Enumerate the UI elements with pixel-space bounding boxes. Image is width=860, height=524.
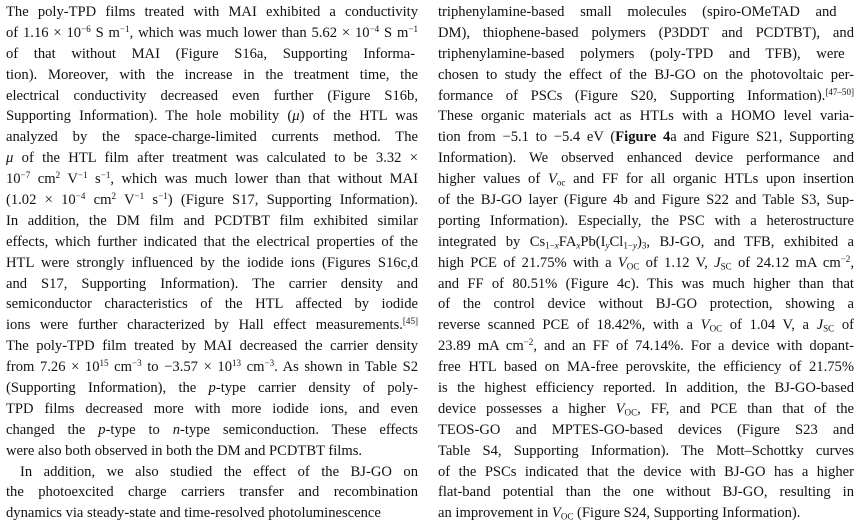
text-line: of the PSCs indicated that the device with BJ-GO has a higher (438, 463, 854, 480)
text-line: HTL were strongly influenced by the iodide ions (Figures S16c,d (6, 254, 418, 271)
text-line: effects, which further indicated that the electrical properties of the (6, 233, 418, 250)
text-line: were also both observed in both the DM and PCDTBT films. (6, 442, 363, 459)
text-line: (Supporting Information), the p-type carrier density of poly- (6, 380, 418, 397)
text-line: tion from −5.1 to −5.4 eV (Figure 4a and Figure S21, Supporting (438, 129, 854, 146)
left-text-column (6, 2, 418, 522)
text-line: chosen to study the effect of the BJ-GO on the photovoltaic per- (438, 66, 854, 83)
text-line: higher values of $V_{oc}$ and FF for all organic HTLs upon insertion (438, 171, 854, 188)
text-line: is the highest efficiency reported. In addition, the BJ-GO-based (438, 380, 854, 397)
text-line: dynamics via steady-state and time-resolved photoluminescence (6, 505, 381, 522)
text-line: integrated by $Cs_{1-x}FA_xPb(I_yCl_{1-y})_3$, BJ-GO, and TFB, exhibited a (438, 233, 854, 251)
text-line: Table S4, Supporting Information). The Mott–Schottky curves (438, 442, 854, 459)
text-line: Supporting Information). The hole mobility (μ) of the HTL was (6, 108, 418, 125)
text-line: Information). We observed enhanced device performance and (438, 150, 854, 167)
text-line: of that without MAI (Figure S16a, Supporting Informa- (6, 45, 416, 62)
text-line: an improvement in $V_{OC}$ (Figure S24, Supporting Information). (438, 505, 801, 522)
text-line: These organic materials act as HTLs with a HOMO level varia- (438, 108, 854, 125)
text-line: 23.89 mA $cm^{-2}$, and an FF of 74.14%. For a device with dopant- (438, 337, 854, 355)
text-line: In addition, the DM film and PCDTBT film exhibited similar (6, 212, 418, 229)
text-line: high PCE of 21.75% with a $V_{OC}$ of 1.12 V, $J_{SC}$ of 24.12 mA $cm^{-2}$, (438, 253, 854, 271)
text-line: triphenylamine-based small molecules (spiro-OMeTAD and (438, 4, 837, 20)
text-line: of $1.16 \times 10^{-6}$ S $m^{-1}$, which was much lower than $5.62 \times 10^{-4}$ S $m^{-1}$ (6, 23, 418, 41)
text-line: semiconductor characteristics of the HTL affected by iodide (6, 296, 418, 313)
text-line: tion). Moreover, with the increase in the treatment time, the (6, 66, 418, 83)
text-line: and S17, Supporting Information). The carrier density and (6, 275, 418, 292)
text-line: TPD films decreased more with more iodide ions, and even (6, 400, 418, 417)
text-line: device possesses a higher $V_{OC}$, FF, and PCE than that of the (438, 400, 854, 418)
text-line: flat-band potential than the one without BJ-GO, resulting in (438, 484, 854, 501)
text-line: the photoexcited charge carriers transfer and recombination (6, 484, 418, 501)
text-line: electrical conductivity decreased even further (Figure S16b, (6, 87, 418, 104)
text-line: and FF of 80.51% (Figure 4c). This was much higher than that (438, 275, 854, 292)
text-line: of the control device without BJ-GO protection, showing a (438, 296, 854, 313)
text-line: of the BJ-GO layer (Figure 4b and Figure S22 and Table S3, Sup- (438, 192, 854, 209)
text-line: In addition, we also studied the effect of the BJ-GO on (20, 463, 418, 480)
text-line: analyzed by the space-charge-limited currents method. The (6, 129, 418, 146)
text-line: changed the p-type to n-type semiconduction. These effects (6, 421, 418, 438)
text-line: ($1.02 \times 10^{-4}$ $cm^2$ $V^{-1}$ $s^{-1}$) (Figure S17, Supporting Information). (6, 191, 418, 209)
text-line: The poly-TPD films treated with MAI exhibited a conductivity (6, 4, 418, 20)
text-line: porting Information). Especially, the PSC with a heterostructure (438, 212, 854, 229)
text-line: formance of PSCs (Figure S20, Supporting Information).[47–50] (438, 86, 854, 104)
text-line: ions were further characterized by Hall effect measurements.[45] (6, 316, 418, 334)
text-line: free HTL based on MA-free perovskite, the efficiency of 21.75% (438, 359, 854, 376)
right-text-column (438, 2, 854, 522)
text-line: DM), thiophene-based polymers (P3DDT and PCDTBT), and (438, 24, 854, 41)
text-line: The poly-TPD film treated by MAI decreased the carrier density (6, 338, 418, 355)
text-line: $10^{-7}$ $cm^2$ $V^{-1}$ $s^{-1}$, which was much lower than that without MAI (6, 170, 418, 188)
text-line: reverse scanned PCE of 18.42%, with a $V_{OC}$ of 1.04 V, a $J_{SC}$ of (438, 317, 854, 334)
text-line: μ of the HTL film after treatment was calculated to be 3.32 × (6, 150, 418, 167)
text-line: from $7.26 \times 10^{15}$ $cm^{-3}$ to $-3.57 \times 10^{13}$ $cm^{-3}$. As shown in Table S2 (6, 358, 418, 376)
text-line: TEOS-GO and MPTES-GO-based devices (Figure S23 and (438, 421, 854, 438)
text-line: triphenylamine-based polymers (poly-TPD and TFB), were (438, 45, 845, 62)
